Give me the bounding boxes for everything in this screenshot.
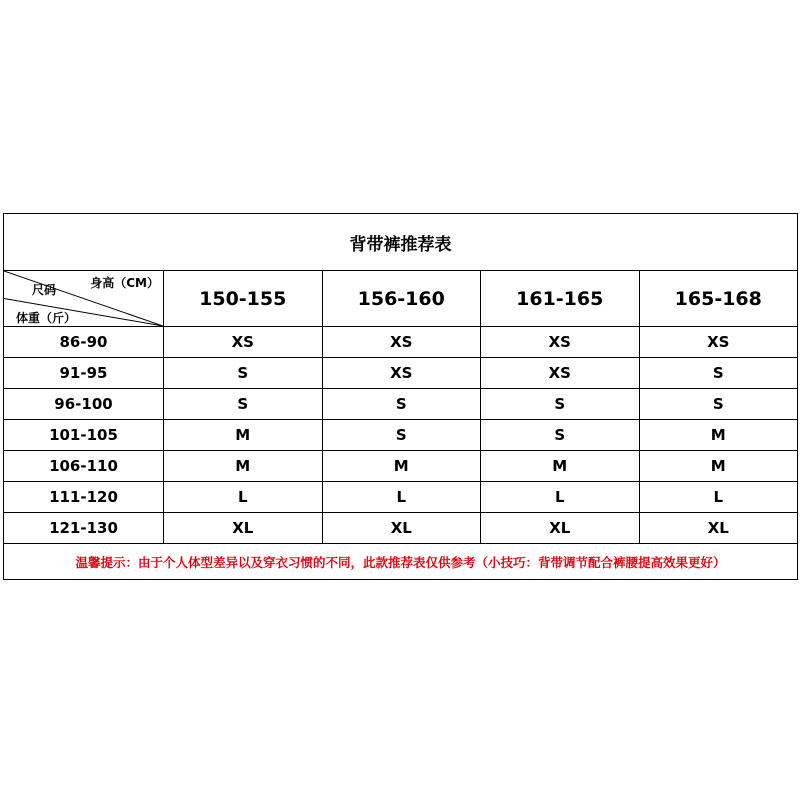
table-row bbox=[4, 420, 798, 451]
size-cell: XS bbox=[639, 327, 798, 358]
weight-axis-label: 体重（斤） bbox=[16, 311, 77, 325]
table-title: 背带裤推荐表 bbox=[4, 214, 798, 271]
weight-range-cell: 106-110 bbox=[4, 451, 164, 482]
height-column-header: 150-155 bbox=[164, 271, 323, 327]
table-row bbox=[4, 513, 798, 544]
size-cell: XS bbox=[322, 358, 481, 389]
height-column-header: 165-168 bbox=[639, 271, 798, 327]
size-cell: XL bbox=[322, 513, 481, 544]
size-cell: M bbox=[164, 451, 323, 482]
table-note-row bbox=[4, 544, 798, 580]
size-cell: M bbox=[322, 451, 481, 482]
size-cell: XS bbox=[481, 327, 640, 358]
size-cell: M bbox=[481, 451, 640, 482]
size-cell: L bbox=[164, 482, 323, 513]
warm-tip-note: 温馨提示：由于个人体型差异以及穿衣习惯的不同，此款推荐表仅供参考（小技巧：背带调节配合裤腰提高效果更好） bbox=[4, 544, 798, 580]
size-cell: XS bbox=[322, 327, 481, 358]
table-title-row bbox=[4, 214, 798, 271]
table-row bbox=[4, 327, 798, 358]
size-cell: XL bbox=[639, 513, 798, 544]
size-cell: M bbox=[164, 420, 323, 451]
size-axis-label: 尺码 bbox=[32, 283, 57, 297]
size-cell: S bbox=[164, 358, 323, 389]
size-cell: S bbox=[322, 389, 481, 420]
size-cell: L bbox=[481, 482, 640, 513]
weight-range-cell: 86-90 bbox=[4, 327, 164, 358]
size-cell: S bbox=[164, 389, 323, 420]
size-recommendation-table bbox=[3, 213, 798, 580]
corner-header-cell bbox=[4, 271, 164, 327]
weight-range-cell: 91-95 bbox=[4, 358, 164, 389]
size-cell: XL bbox=[164, 513, 323, 544]
size-cell: L bbox=[322, 482, 481, 513]
size-cell: S bbox=[481, 389, 640, 420]
weight-range-cell: 96-100 bbox=[4, 389, 164, 420]
height-column-header: 156-160 bbox=[322, 271, 481, 327]
size-cell: S bbox=[481, 420, 640, 451]
size-cell: XL bbox=[481, 513, 640, 544]
size-cell: S bbox=[639, 389, 798, 420]
size-cell: M bbox=[639, 451, 798, 482]
table-row bbox=[4, 451, 798, 482]
weight-range-cell: 101-105 bbox=[4, 420, 164, 451]
size-cell: L bbox=[639, 482, 798, 513]
table-row bbox=[4, 389, 798, 420]
weight-range-cell: 121-130 bbox=[4, 513, 164, 544]
height-column-header: 161-165 bbox=[481, 271, 640, 327]
table-row bbox=[4, 358, 798, 389]
table-header-row bbox=[4, 271, 798, 327]
weight-range-cell: 111-120 bbox=[4, 482, 164, 513]
size-cell: XS bbox=[164, 327, 323, 358]
size-cell: S bbox=[639, 358, 798, 389]
size-cell: M bbox=[639, 420, 798, 451]
table-row bbox=[4, 482, 798, 513]
size-cell: XS bbox=[481, 358, 640, 389]
size-cell: S bbox=[322, 420, 481, 451]
height-axis-label: 身高（CM） bbox=[90, 276, 159, 290]
